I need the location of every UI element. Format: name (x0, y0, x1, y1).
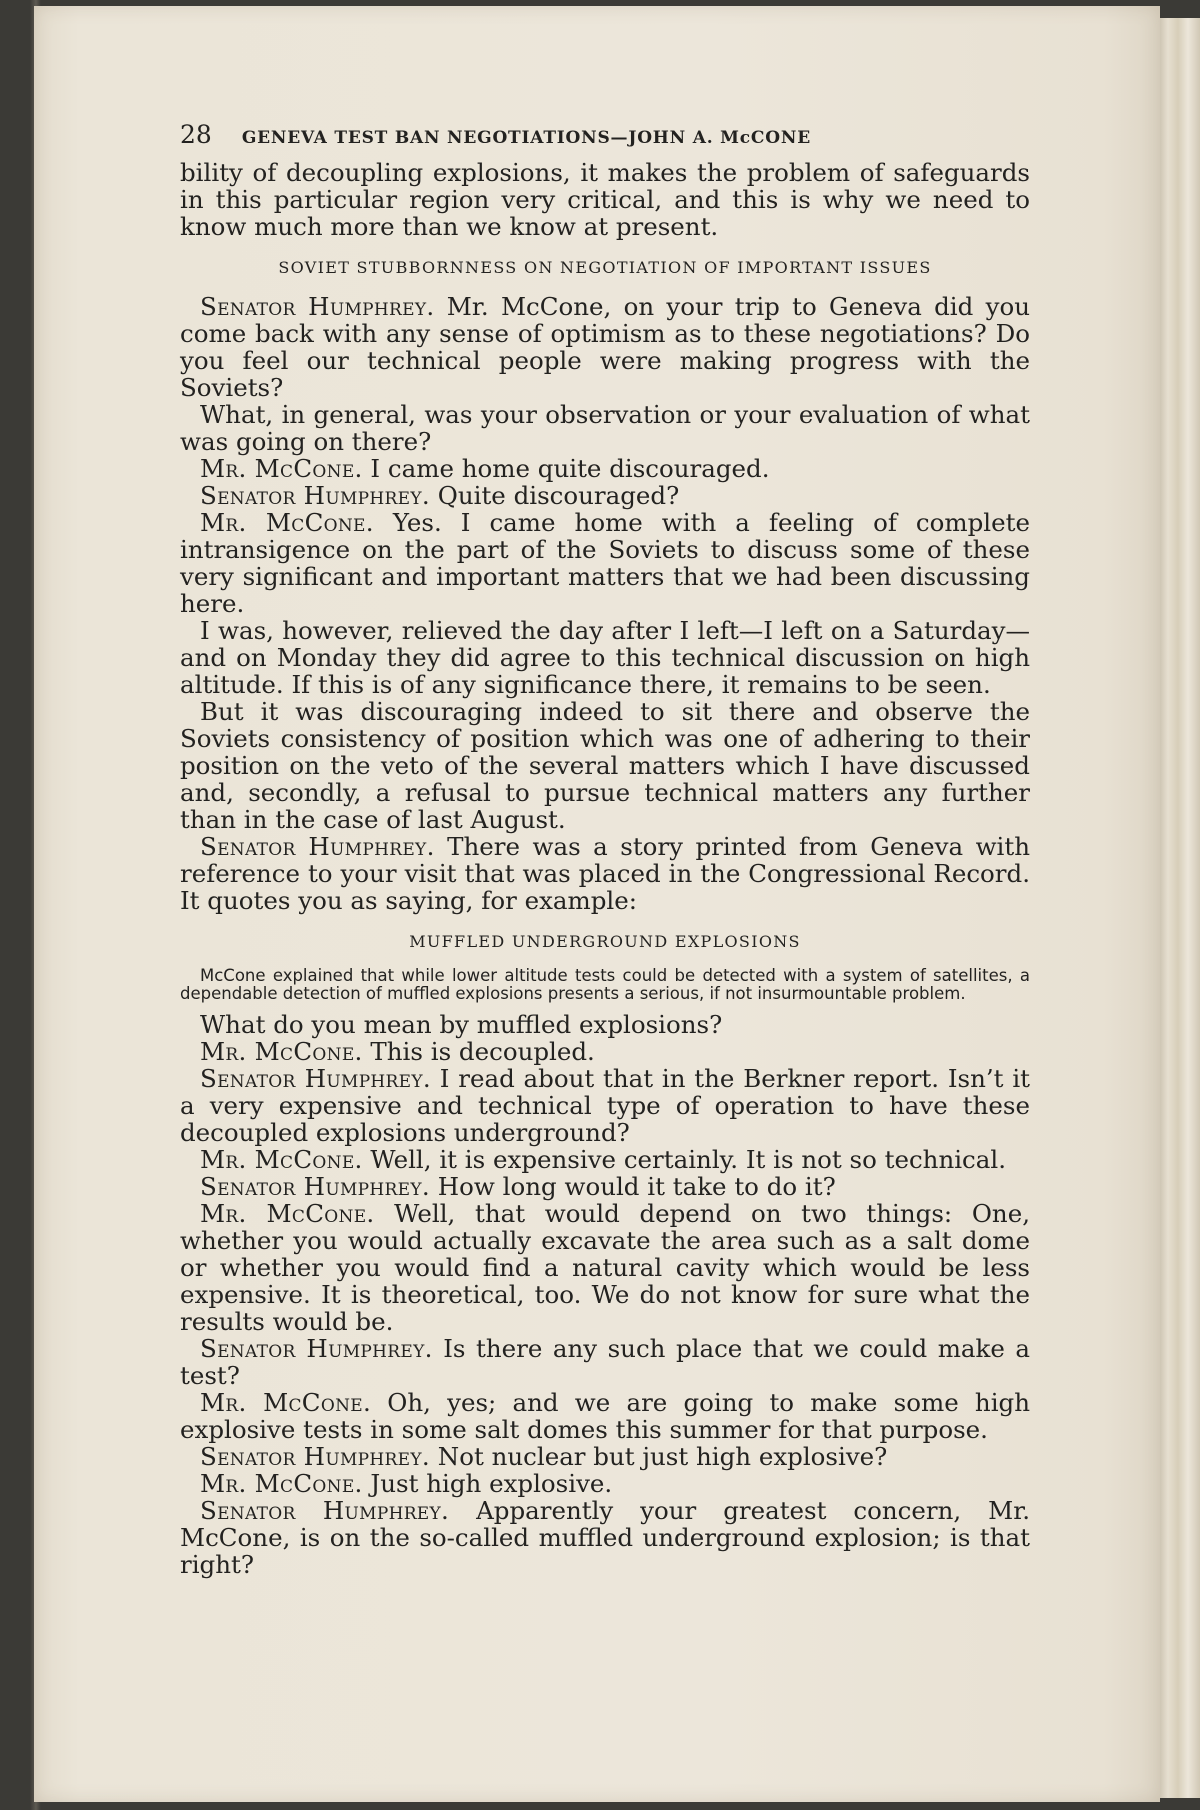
page-content (180, 120, 1030, 1578)
dialogue-paragraph (180, 1443, 1030, 1470)
speaker-label: Mr. McCone. (200, 1199, 375, 1228)
section-heading-muffled-explosions: MUFFLED UNDERGROUND EXPLOSIONS (409, 932, 801, 951)
speech-text: Yes. I came home with a feeling of complete intransigence on the part of the Soviets to discuss some of these very significant and important matters that we had been discussing here. (180, 508, 1030, 618)
speech-text: But it was discouraging indeed to sit there and observe the Soviets consistency of position which was one of adhering to their position on the veto of the several matters which I have discussed and, secondly, a refusal to pursue technical matters any further than in the case of last August. (180, 697, 1030, 834)
page-edge (1160, 18, 1200, 1798)
speech-text: What, in general, was your observation or your evaluation of what was going on there? (180, 400, 1030, 456)
speaker-label: Senator Humphrey. (200, 1064, 431, 1093)
dialogue-paragraph (180, 455, 1030, 482)
speech-text: Is there any such place that we could make a test? (180, 1334, 1031, 1390)
quoted-excerpt: McCone explained that while lower altitude tests could be detected with a system of satellites, a dependable detection of muffled explosions presents a serious, if not insurmountable problem. (180, 966, 1030, 1003)
speaker-label: Senator Humphrey. (200, 481, 430, 510)
speaker-label: Mr. McCone. (200, 1037, 363, 1066)
dialogue-paragraph (180, 1065, 1030, 1146)
dialogue-paragraph (180, 1038, 1030, 1065)
section-heading-soviet-stubbornness: SOVIET STUBBORNNESS ON NEGOTIATION OF IMPORTANT ISSUES (278, 258, 932, 277)
speaker-label: Mr. McCone. (200, 508, 374, 537)
speaker-label: Senator Humphrey. (200, 292, 435, 321)
page-number: 28 (180, 120, 212, 149)
speech-text: Just high explosive. (362, 1469, 613, 1498)
dialogue-paragraph (180, 1497, 1030, 1578)
speaker-label: Mr. McCone. (200, 454, 363, 483)
speaker-label: Mr. McCone. (200, 1145, 363, 1174)
dialogue-paragraph (180, 1470, 1030, 1497)
speech-text: Oh, yes; and we are going to make some high explosive tests in some salt domes this summer for that purpose. (180, 1388, 1030, 1444)
speech-text: How long would it take to do it? (429, 1172, 836, 1201)
speech-text: Not nuclear but just high explosive? (429, 1442, 888, 1471)
dialogue-paragraph (180, 509, 1030, 617)
dialogue-paragraph (180, 617, 1030, 698)
speech-text: What do you mean by muffled explosions? (200, 1010, 723, 1039)
speech-text: Apparently your greatest concern, Mr. McCone, is on the so-called muffled underground explosion; is that right? (180, 1496, 1031, 1579)
section2-body (180, 1011, 1030, 1578)
speaker-label: Senator Humphrey. (200, 1334, 433, 1363)
speaker-label: Mr. McCone. (200, 1469, 363, 1498)
dialogue-paragraph (180, 1011, 1030, 1038)
speech-text: There was a story printed from Geneva with reference to your visit that was placed in the Congressional Record. It quotes you as saying, for example: (180, 832, 1031, 915)
speech-text: I read about that in the Berkner report. Isn’t it a very expensive and technical type of operation to have these decoupled explosions underground? (180, 1064, 1031, 1147)
dialogue-paragraph (180, 293, 1030, 401)
speech-text: Well, it is expensive certainly. It is not so technical. (362, 1145, 1007, 1174)
dialogue-paragraph (180, 1335, 1030, 1389)
dialogue-paragraph (180, 833, 1030, 914)
speech-text: Well, that would depend on two things: One, whether you would actually excavate the area such as a salt dome or whether you would find a natural cavity which would be less expensive. It is theoretical, too. We do not know for sure what the results would be. (180, 1199, 1030, 1336)
speech-text: This is decoupled. (362, 1037, 595, 1066)
dialogue-paragraph (180, 698, 1030, 833)
speech-text: Quite discouraged? (429, 481, 680, 510)
speaker-label: Senator Humphrey. (200, 1172, 430, 1201)
speaker-label: Senator Humphrey. (200, 1442, 430, 1471)
running-title: GENEVA TEST BAN NEGOTIATIONS—JOHN A. McCONE (241, 128, 811, 148)
speaker-label: Senator Humphrey. (200, 832, 435, 861)
speech-text: I was, however, relieved the day after I left—I left on a Saturday—and on Monday they did agree to this technical discussion on high altitude. If this is of any significance there, it remains to be seen. (180, 616, 1030, 699)
opening-paragraph: bility of decoupling explosions, it makes the problem of safeguards in this particular region very critical, and this is why we need to know much more than we know at present. (180, 158, 1030, 241)
dialogue-paragraph (180, 1146, 1030, 1173)
dialogue-paragraph (180, 1200, 1030, 1335)
speaker-label: Mr. McCone. (200, 1388, 372, 1417)
dialogue-paragraph (180, 482, 1030, 509)
speech-text: Mr. McCone, on your trip to Geneva did you come back with any sense of optimism as to these negotiations? Do you feel our technical people were making progress with the Soviets? (180, 292, 1030, 402)
running-header (180, 120, 1030, 149)
section1-body (180, 293, 1030, 914)
dialogue-paragraph (180, 401, 1030, 455)
dialogue-paragraph (180, 1389, 1030, 1443)
speech-text: I came home quite discouraged. (362, 454, 770, 483)
dialogue-paragraph (180, 1173, 1030, 1200)
speaker-label: Senator Humphrey. (200, 1496, 450, 1525)
